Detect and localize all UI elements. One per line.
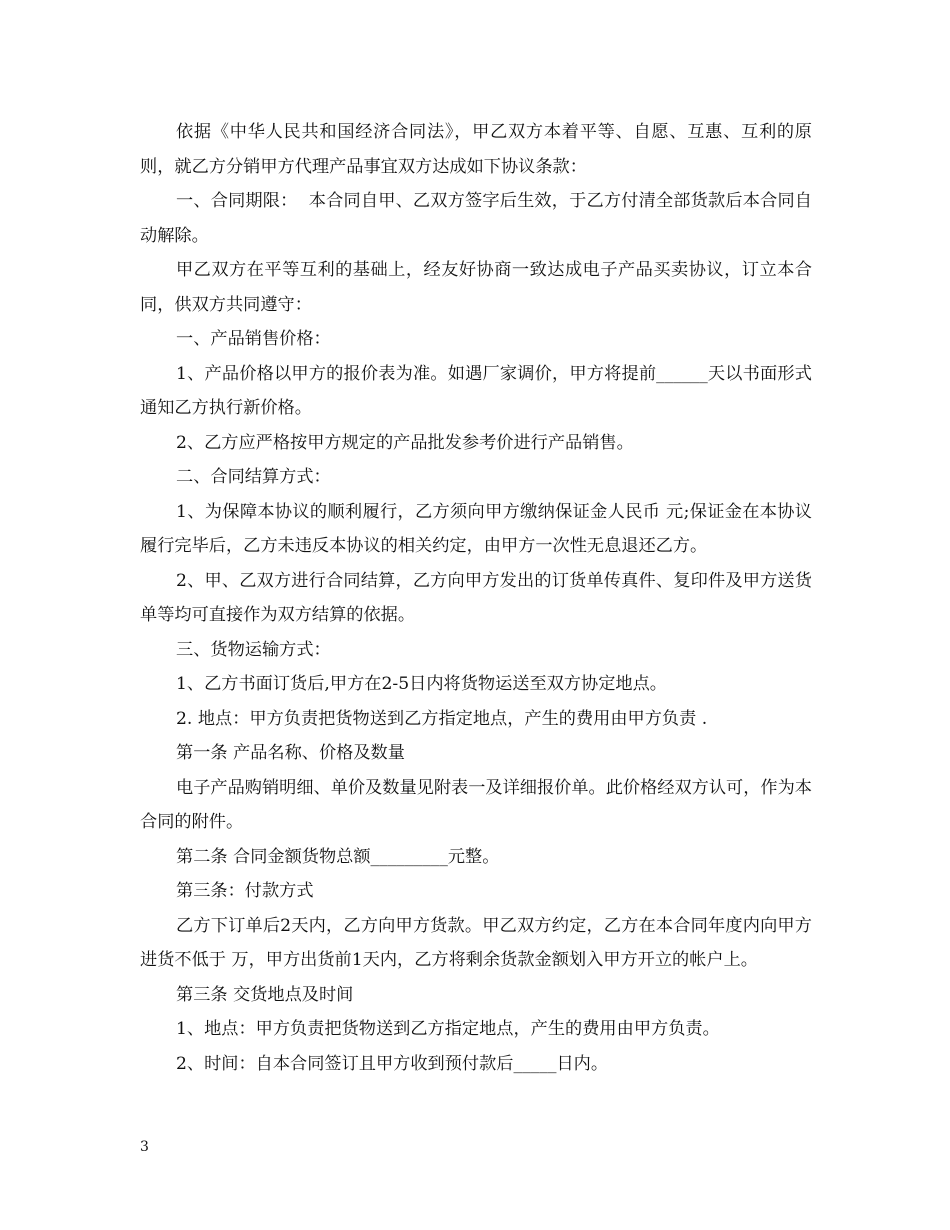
paragraph-delivery-time: 2、时间：自本合同签订且甲方收到预付款后_____日内。 xyxy=(176,1053,609,1074)
paragraph-article-1-body: 电子产品购销明细、单价及数量见附表一及详细报价单。此价格经双方认可，作为本合同的附件。 xyxy=(140,777,812,832)
paragraph-delivery-place: 1、地点：甲方负责把货物送到乙方指定地点，产生的费用由甲方负责。 xyxy=(176,1019,720,1039)
heading-article-1: 第一条 产品名称、价格及数量 xyxy=(176,743,405,763)
page-number: 3 xyxy=(140,1139,149,1155)
paragraph-price-clause-1: 1、产品价格以甲方的报价表为准。如遇厂家调价，甲方将提前______天以书面形式通知乙方执行新价格。 xyxy=(140,363,812,418)
paragraph-agreement-basis: 甲乙双方在平等互利的基础上，经友好协商一致达成电子产品买卖协议，订立本合同，供双方共同遵守： xyxy=(140,260,812,315)
paragraph-transport-clause-1: 1、乙方书面订货后,甲方在2-5日内将货物运送至双方协定地点。 xyxy=(176,674,667,694)
paragraph-transport-clause-2: 2. 地点：甲方负责把货物送到乙方指定地点，产生的费用由甲方负责 . xyxy=(176,708,708,729)
heading-settlement: 二、合同结算方式： xyxy=(176,467,331,487)
paragraph-price-clause-2: 2、乙方应严格按甲方规定的产品批发参考价进行产品销售。 xyxy=(176,432,634,453)
heading-article-2: 第二条 合同金额货物总额_________元整。 xyxy=(176,846,500,867)
paragraph-contract-term: 一、合同期限： 本合同自甲、乙双方签字后生效，于乙方付清全部货款后本合同自动解除。 xyxy=(140,191,812,246)
paragraph-settlement-clause-2: 2、甲、乙双方进行合同结算，乙方向甲方发出的订货单传真件、复印件及甲方送货单等均可直接作为双方结算的依据。 xyxy=(140,570,812,625)
paragraph-preamble: 依据《中华人民共和国经济合同法》，甲乙双方本着平等、自愿、互惠、互利的原则，就乙方分销甲方代理产品事宜双方达成如下协议条款： xyxy=(140,122,812,177)
paragraph-payment-body: 乙方下订单后2天内，乙方向甲方货款。甲乙双方约定，乙方在本合同年度内向甲方进货不低于 万，甲方出货前1天内，乙方将剩余货款金额划入甲方开立的帐户上。 xyxy=(140,915,812,970)
contract-body xyxy=(140,115,812,1081)
heading-product-price: 一、产品销售价格： xyxy=(176,329,331,349)
heading-transport: 三、货物运输方式： xyxy=(176,639,331,660)
heading-article-3-delivery: 第三条 交货地点及时间 xyxy=(176,984,354,1005)
paragraph-settlement-clause-1: 1、为保障本协议的顺利履行，乙方须向甲方缴纳保证金人民币 元;保证金在本协议履行完毕后，乙方未违反本协议的相关约定，由甲方一次性无息退还乙方。 xyxy=(140,501,812,556)
heading-article-3-payment: 第三条：付款方式 xyxy=(176,881,314,901)
